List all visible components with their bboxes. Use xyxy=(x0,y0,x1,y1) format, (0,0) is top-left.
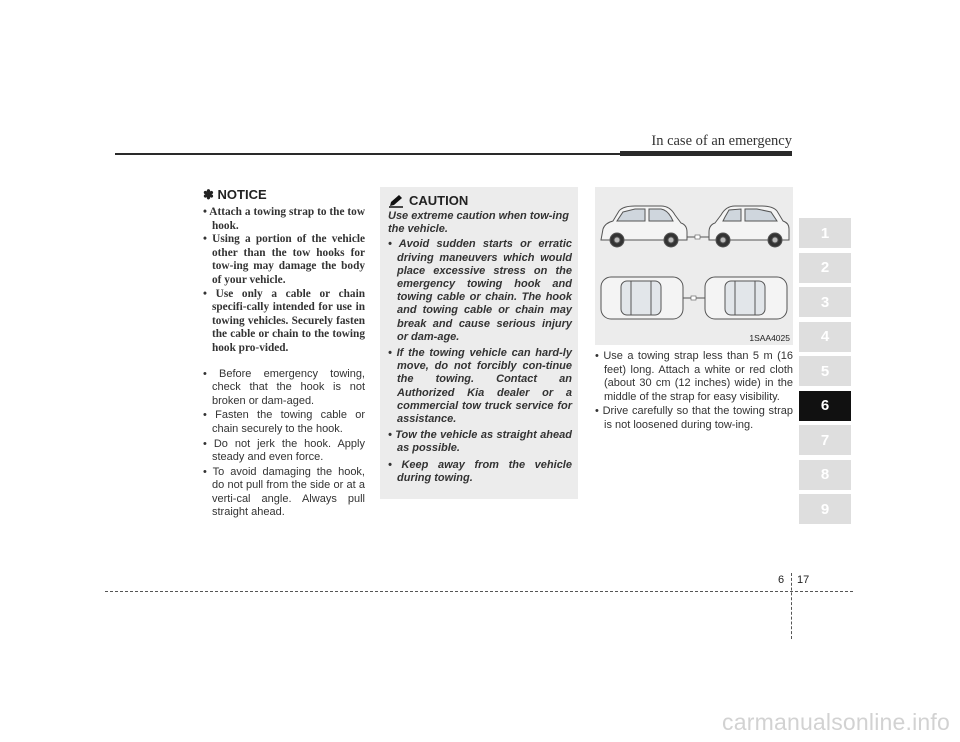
chapter-tab-2[interactable]: 2 xyxy=(799,253,851,283)
caution-title: CAUTION xyxy=(409,193,469,208)
chapter-tab-8[interactable]: 8 xyxy=(799,460,851,490)
instruction-item: • To avoid damaging the hook, do not pull from the side or at a verti-cal angle. Always pull straight ahead. xyxy=(203,465,365,519)
caution-list xyxy=(388,238,572,485)
instruction-item: • Fasten the towing cable or chain securely to the hook. xyxy=(203,409,365,435)
caution-heading xyxy=(388,193,572,208)
instruction-item: • Before emergency towing, check that the hook is not broken or dam-aged. xyxy=(203,367,365,407)
chapter-tab-5[interactable]: 5 xyxy=(799,356,851,386)
chapter-tab-9[interactable]: 9 xyxy=(799,494,851,524)
towing-illustration xyxy=(595,187,793,345)
chapter-tab-3[interactable]: 3 xyxy=(799,287,851,317)
column-right xyxy=(595,350,793,434)
page-number: 17 xyxy=(797,574,810,586)
notice-item: • Attach a towing strap to the tow hook. xyxy=(203,206,365,232)
towing-cars-image xyxy=(595,187,793,345)
column-left xyxy=(203,187,365,521)
chapter-tab-6[interactable]: 6 xyxy=(799,391,851,421)
caution-item: • Avoid sudden starts or erratic driving maneuvers which would place excessive stress on the emergency towing hook and towing cable or chain. The hook and towing cable or chain may break and cause serious injury or dam-age. xyxy=(388,238,572,343)
section-title: In case of an emergency xyxy=(651,133,792,149)
header-rule-accent xyxy=(620,151,792,156)
page-chapter-number: 6 xyxy=(778,574,785,586)
caution-item: • If the towing vehicle can hard-ly move, do not forcibly con-tinue the towing. Contact an Authorized Kia dealer or a commercial tow truck service for assistance. xyxy=(388,347,572,426)
notice-item: • Use only a cable or chain specifi-cally intended for use in towing vehicles. Securely fasten the cable or chain to the towing hook pro-vided. xyxy=(203,287,365,354)
caution-item: • Tow the vehicle as straight ahead as possible. xyxy=(388,429,572,455)
watermark: carmanualsonline.info xyxy=(722,709,950,735)
instruction-item: • Do not jerk the hook. Apply steady and even force. xyxy=(203,437,365,464)
instruction-item: • Drive carefully so that the towing strap is not loosened during tow-ing. xyxy=(595,405,793,431)
figure-code: 1SAA4025 xyxy=(749,333,790,343)
instruction-item: • Use a towing strap less than 5 m (16 feet) long. Attach a white or red cloth (about 30 cm (12 inches) wide) in the middle of the strap for easy visibility. xyxy=(595,350,793,403)
chapter-tab-1[interactable]: 1 xyxy=(799,218,851,248)
chapter-tab-4[interactable]: 4 xyxy=(799,322,851,352)
notice-heading xyxy=(203,187,365,203)
caution-item: • Keep away from the vehicle during towing. xyxy=(388,458,572,484)
footer-rule xyxy=(105,591,853,592)
chapter-tabs xyxy=(799,218,851,529)
notice-icon: ✽ xyxy=(203,187,214,202)
notice-item: • Using a portion of the vehicle other than the tow hooks for tow-ing may damage the body of your vehicle. xyxy=(203,233,365,286)
instruction-list-right xyxy=(595,350,793,433)
footer-divider xyxy=(791,573,792,639)
instruction-list-left xyxy=(203,368,365,521)
notice-title: NOTICE xyxy=(217,187,267,202)
notice-list xyxy=(203,206,365,356)
caution-box xyxy=(380,187,578,499)
chapter-tab-7[interactable]: 7 xyxy=(799,425,851,455)
pencil-icon xyxy=(388,194,404,208)
caution-intro: Use extreme caution when tow-ing the vehicle. xyxy=(388,210,569,236)
